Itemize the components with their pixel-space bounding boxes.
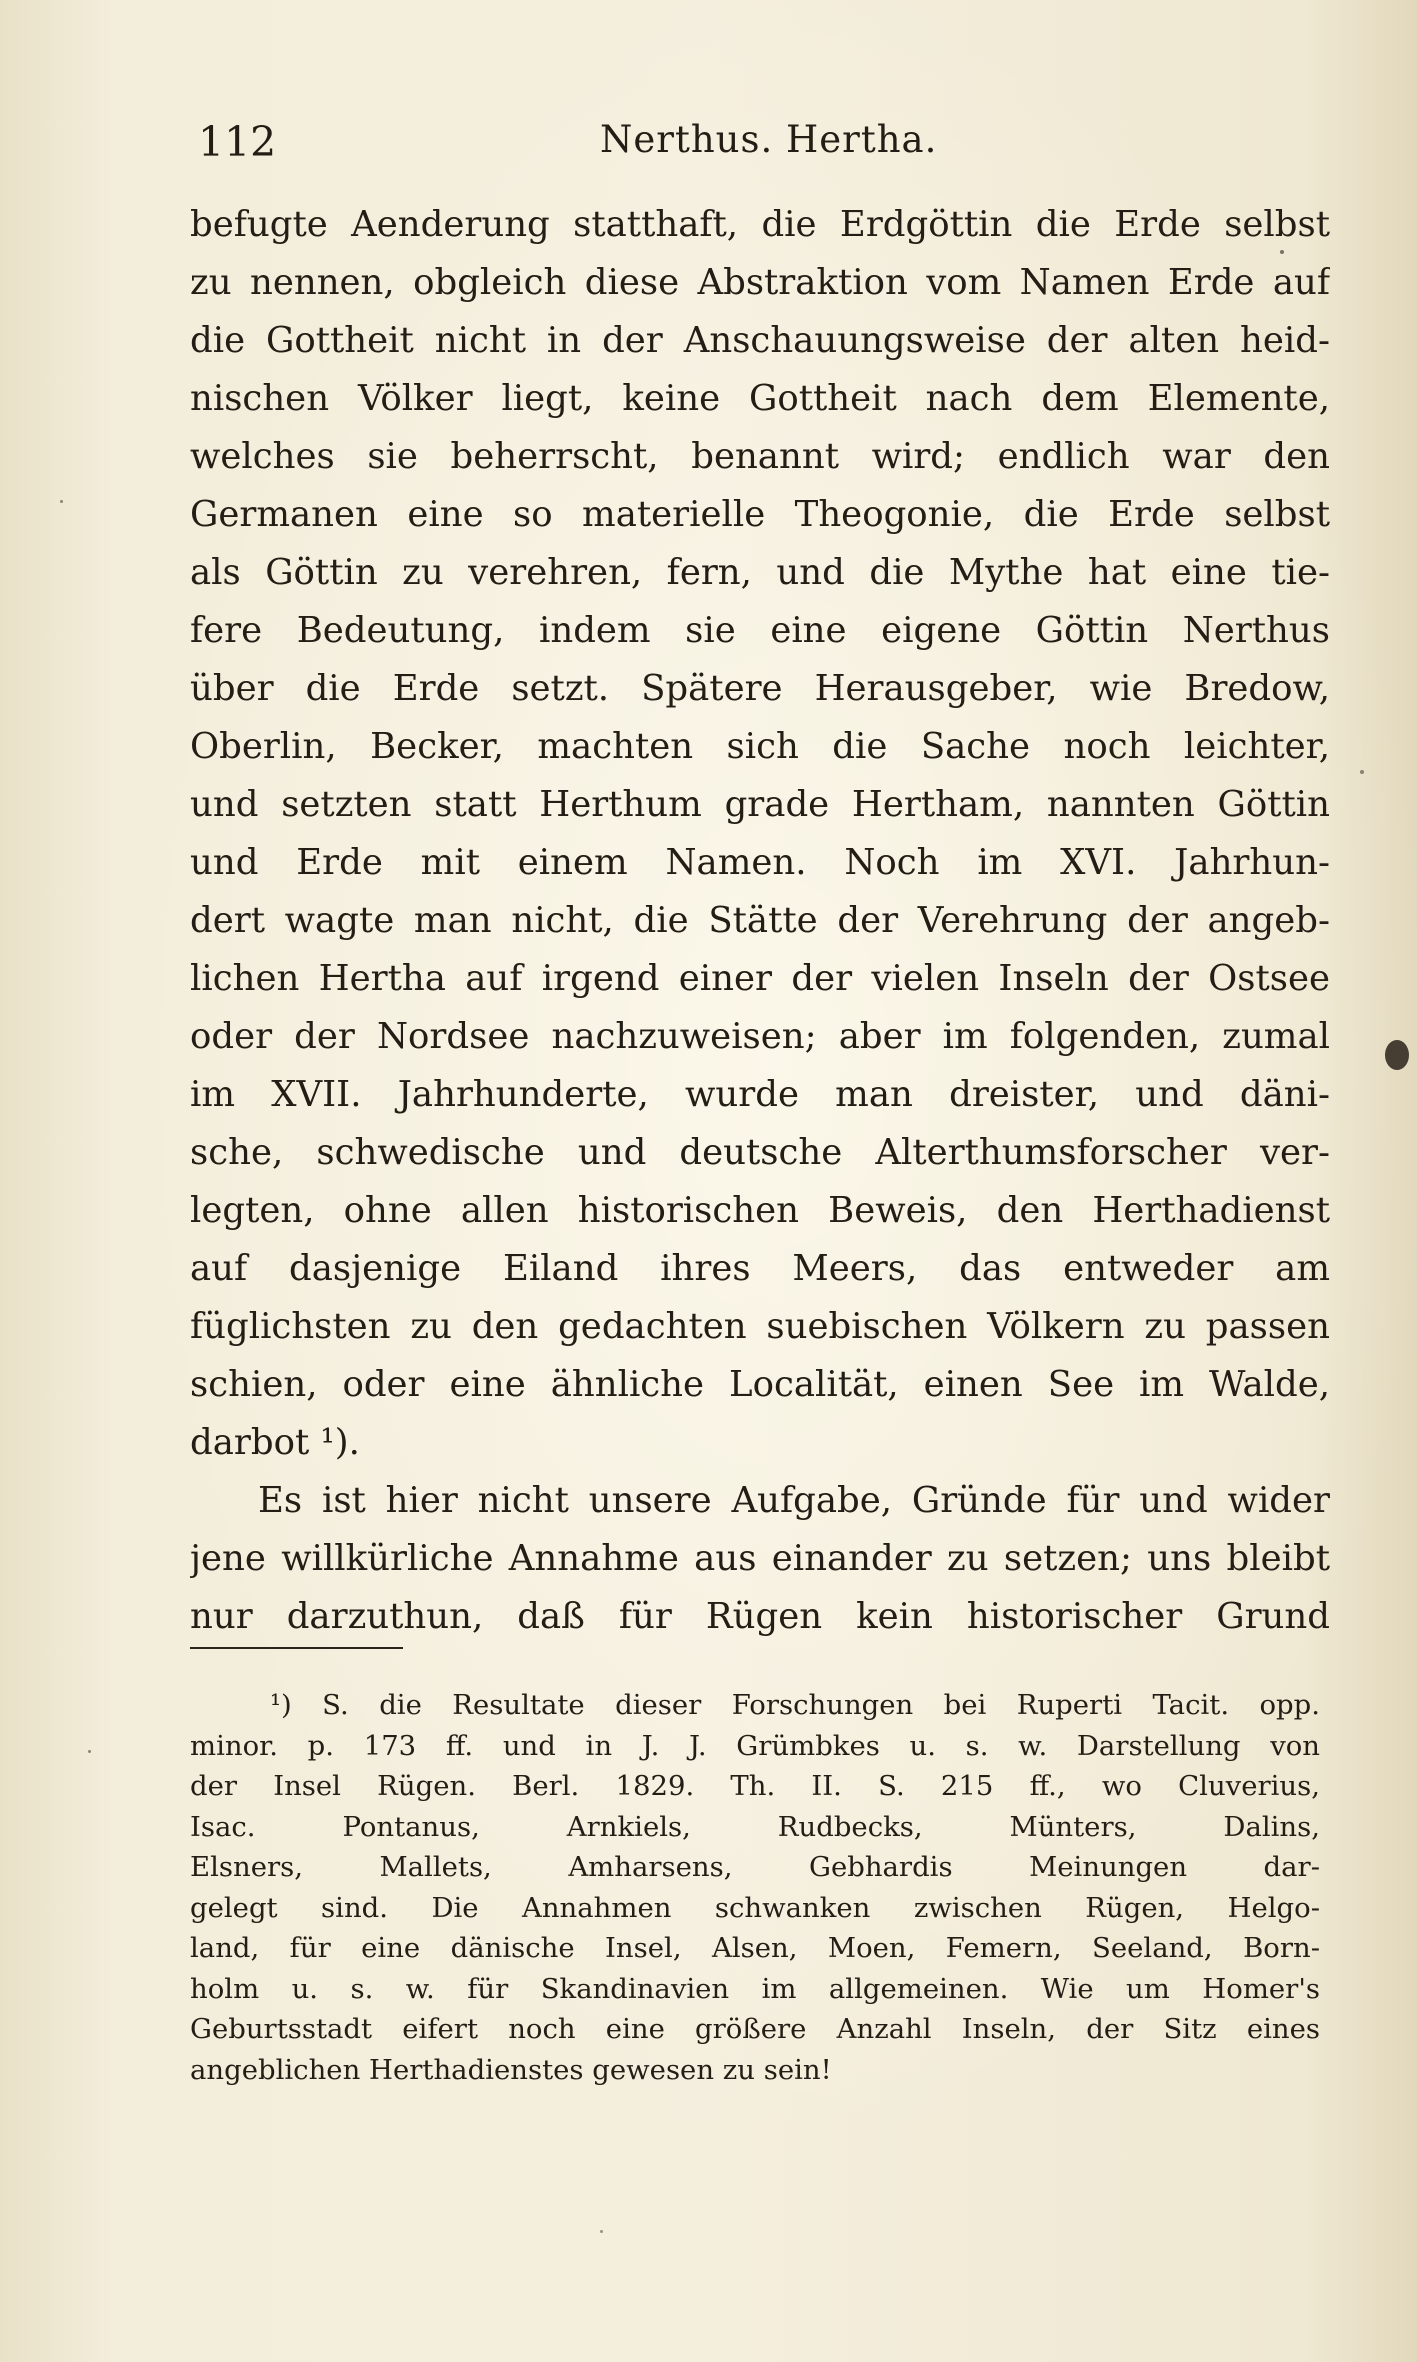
- text-line: und Erde mit einem Namen. Noch im XVI. Jahrhun-: [190, 842, 1330, 883]
- footnote: [190, 1685, 1320, 2090]
- text-line: nur darzuthun, daß für Rügen kein historischer Grund: [190, 1596, 1330, 1637]
- text-line: Germanen eine so materielle Theogonie, die Erde selbst: [190, 494, 1330, 535]
- text-line: sche, schwedische und deutsche Alterthumsforscher ver-: [190, 1132, 1330, 1173]
- text-line: und setzten statt Herthum grade Hertham, nannten Göttin: [190, 784, 1330, 825]
- footnote-line: gelegt sind. Die Annahmen schwanken zwischen Rügen, Helgo-: [190, 1891, 1320, 1924]
- footnote-line: Geburtsstadt eifert noch eine größere Anzahl Inseln, der Sitz eines: [190, 2013, 1320, 2045]
- text-line: über die Erde setzt. Spätere Herausgeber, wie Bredow,: [190, 668, 1330, 709]
- text-line: darbot ¹).: [190, 1422, 360, 1463]
- footnote-line: minor. p. 173 ff. und in J. J. Grümbkes u. s. w. Darstellung von: [190, 1729, 1320, 1762]
- text-line: fere Bedeutung, indem sie eine eigene Göttin Nerthus: [190, 610, 1330, 651]
- running-head: Nerthus. Hertha.: [600, 118, 938, 161]
- text-line: lichen Hertha auf irgend einer der vielen Inseln der Ostsee: [190, 958, 1330, 999]
- footnote-line: Elsners, Mallets, Amharsens, Gebhardis Meinungen dar-: [190, 1851, 1320, 1883]
- text-line: dert wagte man nicht, die Stätte der Verehrung der angeb-: [190, 900, 1330, 941]
- text-line: oder der Nordsee nachzuweisen; aber im folgenden, zumal: [190, 1016, 1330, 1057]
- footnote-line: der Insel Rügen. Berl. 1829. Th. II. S. 215 ff., wo Cluverius,: [190, 1770, 1320, 1802]
- paragraph-start-line: Es ist hier nicht unsere Aufgabe, Gründe für und wider: [258, 1480, 1330, 1521]
- ink-speck: [88, 1750, 91, 1753]
- page-header: [190, 118, 1330, 178]
- main-text: [190, 196, 1330, 1646]
- text-line: die Gottheit nicht in der Anschauungsweise der alten heid-: [190, 320, 1330, 361]
- footnote-line: land, für eine dänische Insel, Alsen, Moen, Femern, Seeland, Born-: [190, 1932, 1320, 1964]
- footnote-divider: [190, 1647, 403, 1649]
- footnote-line: ¹) S. die Resultate dieser Forschungen bei Ruperti Tacit. opp.: [270, 1689, 1320, 1721]
- ink-speck: [60, 500, 63, 503]
- text-line: als Göttin zu verehren, fern, und die Mythe hat eine tie-: [190, 552, 1330, 593]
- ink-blot: [1385, 1040, 1409, 1070]
- text-line: schien, oder eine ähnliche Localität, einen See im Walde,: [190, 1364, 1330, 1405]
- footnote-line: angeblichen Herthadienstes gewesen zu sein!: [190, 2053, 832, 2086]
- text-line: nischen Völker liegt, keine Gottheit nach dem Elemente,: [190, 378, 1330, 419]
- footnote-line: holm u. s. w. für Skandinavien im allgemeinen. Wie um Homer's: [190, 1972, 1320, 2005]
- text-line: im XVII. Jahrhunderte, wurde man dreister, und däni-: [190, 1074, 1330, 1115]
- text-line: auf dasjenige Eiland ihres Meers, das entweder am: [190, 1248, 1330, 1289]
- ink-speck: [600, 2230, 603, 2233]
- ink-speck: [1360, 770, 1364, 774]
- text-line: Oberlin, Becker, machten sich die Sache noch leichter,: [190, 726, 1330, 767]
- text-line: zu nennen, obgleich diese Abstraktion vom Namen Erde auf: [190, 262, 1330, 303]
- text-line: füglichsten zu den gedachten suebischen Völkern zu passen: [190, 1306, 1330, 1347]
- text-line: legten, ohne allen historischen Beweis, den Herthadienst: [190, 1190, 1330, 1231]
- text-line: welches sie beherrscht, benannt wird; endlich war den: [190, 436, 1330, 477]
- text-line: befugte Aenderung statthaft, die Erdgöttin die Erde selbst: [190, 204, 1330, 245]
- text-line: jene willkürliche Annahme aus einander zu setzen; uns bleibt: [190, 1538, 1330, 1579]
- page-number: 112: [198, 118, 277, 166]
- footnote-line: Isac. Pontanus, Arnkiels, Rudbecks, Münters, Dalins,: [190, 1810, 1320, 1843]
